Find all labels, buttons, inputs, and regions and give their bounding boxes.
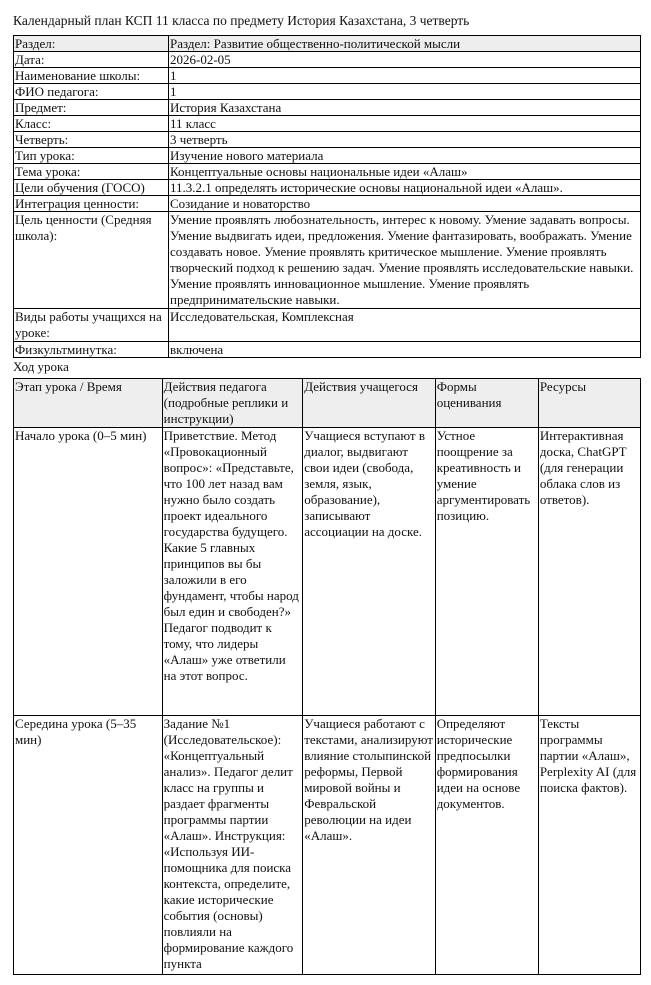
table-cell — [162, 428, 303, 716]
info-value: Раздел: Развитие общественно-политической мысли — [169, 36, 641, 52]
info-row — [14, 148, 641, 164]
cell-text: Начало урока (0–5 мин) — [15, 428, 147, 443]
lesson-table-header — [14, 379, 641, 428]
cell-text: Определяют исторические предпосылки формирования идеи на основе документов. — [436, 716, 521, 811]
info-row — [14, 100, 641, 116]
table-cell — [162, 716, 303, 975]
info-value: включена — [169, 342, 641, 358]
info-label: Дата: — [14, 52, 169, 68]
info-row — [14, 196, 641, 212]
info-label: Интеграция ценности: — [14, 196, 169, 212]
lesson-plan-table — [13, 378, 641, 975]
info-row — [14, 132, 641, 148]
table-cell — [14, 716, 163, 975]
info-value: 1 — [169, 68, 641, 84]
info-label: Класс: — [14, 116, 169, 132]
info-label: ФИО педагога: — [14, 84, 169, 100]
table-cell — [303, 428, 435, 716]
info-row — [14, 52, 641, 68]
column-header: Этап урока / Время — [14, 379, 163, 428]
cell-text: Задание №1 (Исследовательское): «Концептуальный анализ». Педагог делит класс на группы и раздает фрагменты программы партии «Алаш». Инструкция: «Используя ИИ-помощника для поиска контекста, определите, какие исторические события (основы) повлияли на формирование каждого пункта — [163, 716, 294, 971]
table-row — [14, 428, 641, 716]
info-value: История Казахстана — [169, 100, 641, 116]
info-value: 11 класс — [169, 116, 641, 132]
cell-text: Приветствие. Метод «Провокационный вопрос»: «Представьте, что 100 лет назад вам нужно было создать проект идеального государства будущего. Какие 5 главных принципов вы бы заложили в его фундамент, чтобы народ был един и свободен?» Педагог подводит к тому, что лидеры «Алаш» уже ответили на этот вопрос. — [163, 428, 299, 683]
info-row — [14, 164, 641, 180]
info-row — [14, 309, 641, 342]
info-value: Исследовательская, Комплексная — [169, 309, 641, 342]
cell-text: Тексты программы партии «Алаш», Perplexity AI (для поиска фактов). — [539, 716, 637, 795]
info-label: Физкультминутка: — [14, 342, 169, 358]
cell-text: Учащиеся вступают в диалог, выдвигают свои идеи (свобода, земля, язык, образование), записывают ассоциации на доске. — [304, 428, 425, 539]
column-header: Формы оценивания — [435, 379, 538, 428]
table-cell — [14, 428, 163, 716]
table-row — [14, 716, 641, 975]
info-row — [14, 342, 641, 358]
cell-text: Середина урока (5–35 мин) — [15, 716, 137, 747]
info-value: Умение проявлять любознательность, интерес к новому. Умение задавать вопросы. Умение выдвигать идеи, предложения. Умение фантазировать, воображать. Умение создавать новое. Умение проявлять критическое мышление. Умение проявлять творческий подход к решению задач. Умение проявлять исследовательские навыки. Умение проявлять инновационное мышление. Умение проявлять предпринимательские навыки. — [169, 212, 641, 309]
info-label: Цели обучения (ГОСО) — [14, 180, 169, 196]
cell-text: Учащиеся работают с текстами, анализируют влияние столыпинской реформы, Первой мировой войны и Февральской революции на идеи «Алаш». — [304, 716, 433, 843]
info-value: 11.3.2.1 определять исторические основы национальной идеи «Алаш». — [169, 180, 641, 196]
table-cell — [538, 428, 640, 716]
info-label: Тип урока: — [14, 148, 169, 164]
info-label: Виды работы учащихся на уроке: — [14, 309, 169, 342]
column-header: Действия учащегося — [303, 379, 435, 428]
info-value: Концептуальные основы национальные идеи «Алаш» — [169, 164, 641, 180]
info-row — [14, 180, 641, 196]
info-value: Созидание и новаторство — [169, 196, 641, 212]
cell-text: Интерактивная доска, ChatGPT (для генерации облака слов из ответов). — [539, 428, 627, 507]
column-header: Ресурсы — [538, 379, 640, 428]
table-cell — [435, 716, 538, 975]
info-row — [14, 212, 641, 309]
column-header: Действия педагога (подробные реплики и инструкции) — [162, 379, 303, 428]
info-row — [14, 84, 641, 100]
info-value: Изучение нового материала — [169, 148, 641, 164]
info-row — [14, 116, 641, 132]
info-value: 1 — [169, 84, 641, 100]
info-label: Цель ценности (Средняя школа): — [14, 212, 169, 309]
info-label: Предмет: — [14, 100, 169, 116]
lesson-progress-label: Ход урока — [13, 359, 69, 374]
info-label: Тема урока: — [14, 164, 169, 180]
info-value: 3 четверть — [169, 132, 641, 148]
info-value: 2026-02-05 — [169, 52, 641, 68]
table-cell — [435, 428, 538, 716]
info-label: Четверть: — [14, 132, 169, 148]
table-cell — [303, 716, 435, 975]
info-row — [14, 68, 641, 84]
table-cell — [538, 716, 640, 975]
page-title: Календарный план КСП 11 класса по предмету История Казахстана, 3 четверть — [13, 13, 470, 28]
info-label: Наименование школы: — [14, 68, 169, 84]
info-label: Раздел: — [14, 36, 169, 52]
cell-text: Устное поощрение за креативность и умение аргументировать позицию. — [436, 428, 531, 523]
info-row — [14, 36, 641, 52]
lesson-info-table — [13, 35, 641, 358]
